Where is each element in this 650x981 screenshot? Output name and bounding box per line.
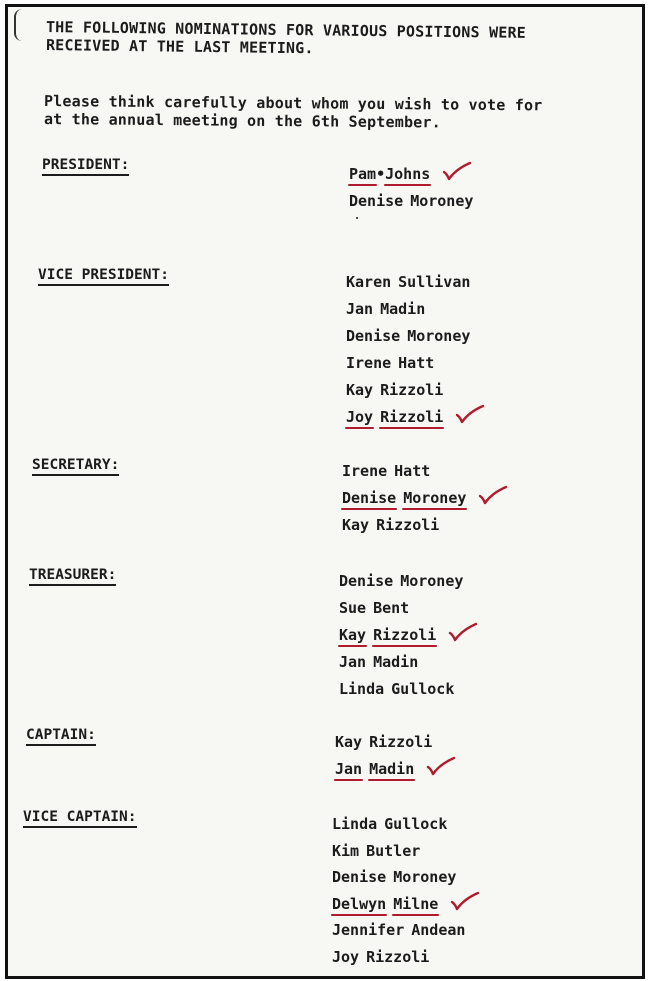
- nominee-name: [342, 516, 439, 534]
- nominee-name: [332, 895, 438, 913]
- check-mark-icon: [426, 756, 456, 776]
- nominee-last-name: Rizzoli: [380, 381, 444, 399]
- position-heading: TREASURER:: [29, 567, 116, 586]
- nominee-last-name: Moroney: [400, 572, 464, 590]
- nominee-name: [339, 626, 436, 644]
- nominee-name: [349, 192, 473, 210]
- nominee-name: [332, 842, 420, 860]
- nominee-name: [332, 948, 429, 966]
- intro-line-1: THE FOLLOWING NOMINATIONS FOR VARIOUS POSITIONS WERE: [45, 18, 527, 42]
- nominee-last-name: Bent: [373, 599, 410, 617]
- position-heading: CAPTAIN:: [26, 727, 96, 746]
- nominee-first-name: Sue: [339, 599, 367, 617]
- position-heading: PRESIDENT:: [42, 157, 129, 176]
- nominee-first-name: Kay: [339, 626, 367, 644]
- check-mark-icon: [442, 161, 472, 181]
- nominee-name: [332, 921, 465, 939]
- margin-bracket: [14, 9, 24, 41]
- nominee-first-name: Linda: [332, 815, 378, 833]
- check-mark-icon: [450, 891, 480, 911]
- nominee-first-name: Irene: [342, 462, 388, 480]
- intro-line-4: at the annual meeting on the 6th September.: [43, 110, 442, 132]
- nominee-last-name: Moroney: [410, 192, 474, 210]
- position-heading: VICE PRESIDENT:: [38, 267, 169, 286]
- position-heading: VICE CAPTAIN:: [23, 809, 137, 828]
- nominee-first-name: Denise: [349, 192, 404, 210]
- nominee-name: [339, 680, 454, 698]
- nominee-name: [335, 733, 432, 751]
- check-mark-icon: [448, 622, 478, 642]
- nominee-last-name: Moroney: [407, 327, 471, 345]
- nominee-first-name: Denise: [346, 327, 401, 345]
- nominee-first-name: Pam: [349, 165, 377, 183]
- name-joiner: •: [376, 165, 386, 183]
- nominee-first-name: Delwyn: [332, 894, 387, 913]
- nominee-name: [342, 489, 466, 507]
- nominee-last-name: Rizzoli: [369, 733, 433, 751]
- check-mark-icon: [478, 485, 508, 505]
- nominee-first-name: Joy: [346, 408, 374, 426]
- nominee-last-name: Rizzoli: [376, 516, 440, 534]
- nominee-last-name: Moroney: [403, 489, 467, 507]
- nomination-sheet: [5, 4, 645, 979]
- nominee-last-name: Gullock: [391, 680, 455, 698]
- position-heading: SECRETARY:: [32, 457, 119, 476]
- nominee-last-name: Rizzoli: [373, 626, 437, 644]
- nominee-name: [346, 273, 470, 291]
- stray-dot: [356, 217, 358, 219]
- nominee-last-name: Rizzoli: [366, 947, 430, 966]
- nominee-name: [332, 868, 456, 886]
- nominee-first-name: Jan: [339, 653, 367, 671]
- nominee-last-name: Gullock: [384, 815, 448, 833]
- nominee-name: [346, 354, 434, 372]
- nominee-name: [346, 408, 443, 426]
- nominee-last-name: Rizzoli: [380, 408, 444, 426]
- nominee-first-name: Denise: [339, 572, 394, 590]
- nominee-name: [346, 327, 470, 345]
- nominee-first-name: Linda: [339, 680, 385, 698]
- nominee-name: [342, 462, 430, 480]
- check-mark-icon: [455, 404, 485, 424]
- nominee-last-name: Hatt: [398, 354, 435, 372]
- nominee-first-name: Kay: [335, 733, 363, 751]
- nominee-name: [332, 815, 447, 833]
- nominee-last-name: Madin: [373, 653, 419, 671]
- nominee-first-name: Karen: [346, 273, 392, 291]
- nominee-name: [339, 653, 418, 671]
- nominee-last-name: Moroney: [393, 868, 457, 886]
- nominee-first-name: Jan: [335, 760, 363, 778]
- nominee-first-name: Kim: [332, 841, 360, 860]
- nominee-first-name: Joy: [332, 947, 360, 966]
- nominee-name: [339, 599, 409, 617]
- nominee-last-name: Hatt: [394, 462, 431, 480]
- nominee-first-name: Kay: [346, 381, 374, 399]
- intro-line-3: Please think carefully about whom you wish to vote for: [43, 92, 543, 115]
- nominee-name: [339, 572, 463, 590]
- nominee-name: [346, 300, 425, 318]
- nominee-last-name: Madin: [380, 300, 426, 318]
- nominee-name: [346, 381, 443, 399]
- nominee-first-name: Denise: [332, 868, 387, 886]
- nominee-last-name: Johns: [385, 165, 431, 183]
- nominee-first-name: Kay: [342, 516, 370, 534]
- nominee-name: [335, 760, 414, 778]
- nominee-last-name: Madin: [369, 760, 415, 778]
- nominee-name: [349, 165, 430, 183]
- intro-line-2: RECEIVED AT THE LAST MEETING.: [45, 36, 314, 58]
- nominee-first-name: Jan: [346, 300, 374, 318]
- nominee-first-name: Irene: [346, 354, 392, 372]
- nominee-last-name: Andean: [411, 921, 466, 939]
- nominee-last-name: Butler: [366, 841, 421, 860]
- nominee-last-name: Sullivan: [398, 273, 471, 291]
- nominee-first-name: Jennifer: [332, 921, 405, 939]
- nominee-first-name: Denise: [342, 489, 397, 507]
- nominee-last-name: Milne: [393, 894, 439, 913]
